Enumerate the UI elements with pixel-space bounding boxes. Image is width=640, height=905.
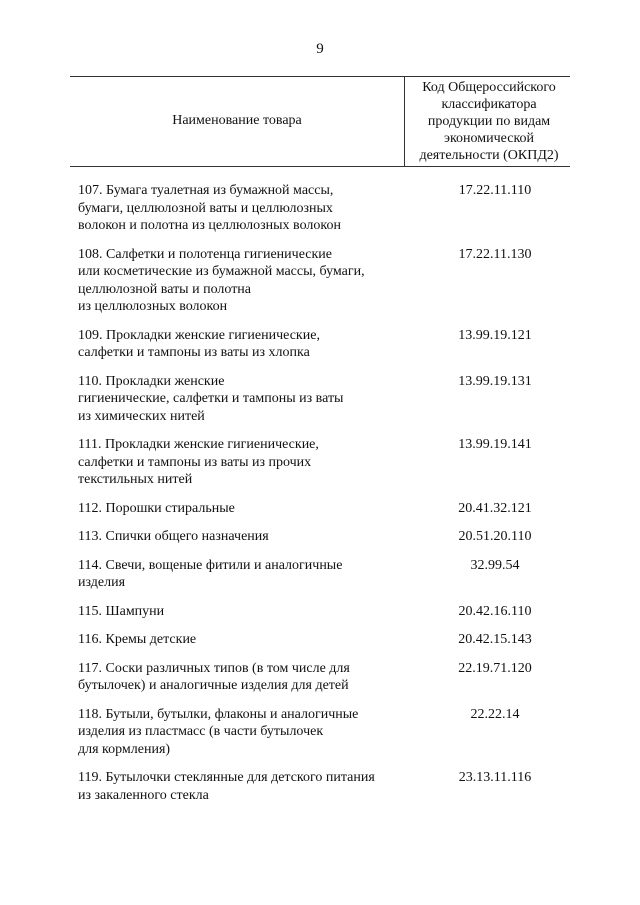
column-divider bbox=[404, 77, 405, 166]
table-row bbox=[78, 373, 570, 426]
product-name: 115. Шампуни bbox=[78, 603, 165, 619]
table-row bbox=[78, 557, 570, 592]
product-name: 107. Бумага туалетная из бумажной массы, бумаги, целлюлозной ваты и целлюлозных волокон и полотна из целлюлозных волокон bbox=[78, 183, 341, 233]
table-header bbox=[70, 76, 570, 167]
okpd2-code: 13.99.19.131 bbox=[458, 373, 532, 389]
okpd2-code: 23.13.11.116 bbox=[458, 770, 532, 785]
okpd2-code: 20.42.15.143 bbox=[458, 632, 532, 647]
product-name: 114. Свечи, вощеные фитили и аналогичные изделия bbox=[78, 557, 343, 590]
product-name: 112. Порошки стиральные bbox=[78, 500, 235, 516]
table-row bbox=[78, 660, 570, 695]
okpd2-code: 22.22.14 bbox=[470, 706, 520, 722]
column-header-product-name: Наименование товара bbox=[172, 113, 302, 128]
table-row bbox=[78, 631, 570, 649]
okpd2-code: 13.99.19.141 bbox=[458, 437, 532, 452]
okpd2-code: 17.22.11.130 bbox=[458, 246, 532, 262]
okpd2-code: 22.19.71.120 bbox=[458, 660, 532, 676]
okpd2-code: 17.22.11.110 bbox=[458, 183, 532, 198]
table-row bbox=[78, 182, 570, 235]
page-number: 9 bbox=[316, 41, 324, 57]
okpd2-code: 20.51.20.110 bbox=[458, 529, 532, 544]
okpd2-code: 20.42.16.110 bbox=[458, 603, 532, 619]
product-name: 108. Салфетки и полотенца гигиенические или косметические из бумажной массы, бумаги, целлюлозной ваты и полотна из целлюлозных волокон bbox=[78, 246, 365, 314]
table-row bbox=[78, 246, 570, 316]
product-name: 118. Бутыли, бутылки, флаконы и аналогичные изделия из пластмасс (в части бутылочек для кормления) bbox=[78, 706, 359, 757]
product-name: 117. Соски различных типов (в том числе для бутылочек) и аналогичные изделия для детей bbox=[78, 660, 350, 693]
table-body bbox=[78, 182, 570, 815]
product-name: 109. Прокладки женские гигиенические, салфетки и тампоны из ваты из хлопка bbox=[78, 327, 320, 360]
product-name: 111. Прокладки женские гигиенические, салфетки и тампоны из ваты из прочих текстильных нитей bbox=[78, 437, 319, 487]
okpd2-code: 32.99.54 bbox=[470, 557, 520, 573]
product-name: 110. Прокладки женские гигиенические, салфетки и тампоны из ваты из химических нитей bbox=[78, 373, 344, 424]
product-name: 113. Спички общего назначения bbox=[78, 529, 269, 544]
table-row bbox=[78, 706, 570, 759]
product-name: 116. Кремы детские bbox=[78, 632, 197, 647]
okpd2-code: 20.41.32.121 bbox=[458, 500, 532, 516]
table-row bbox=[78, 327, 570, 362]
table-row bbox=[78, 603, 570, 621]
okpd2-code: 13.99.19.121 bbox=[458, 327, 532, 343]
table-row bbox=[78, 769, 570, 804]
product-name: 119. Бутылочки стеклянные для детского питания из закаленного стекла bbox=[78, 770, 375, 803]
table-row bbox=[78, 500, 570, 518]
table-row bbox=[78, 528, 570, 546]
table-row bbox=[78, 436, 570, 489]
column-header-okpd2-code: Код Общероссийского классификатора продукции по видам экономической деятельности (ОКПД2) bbox=[419, 80, 559, 163]
